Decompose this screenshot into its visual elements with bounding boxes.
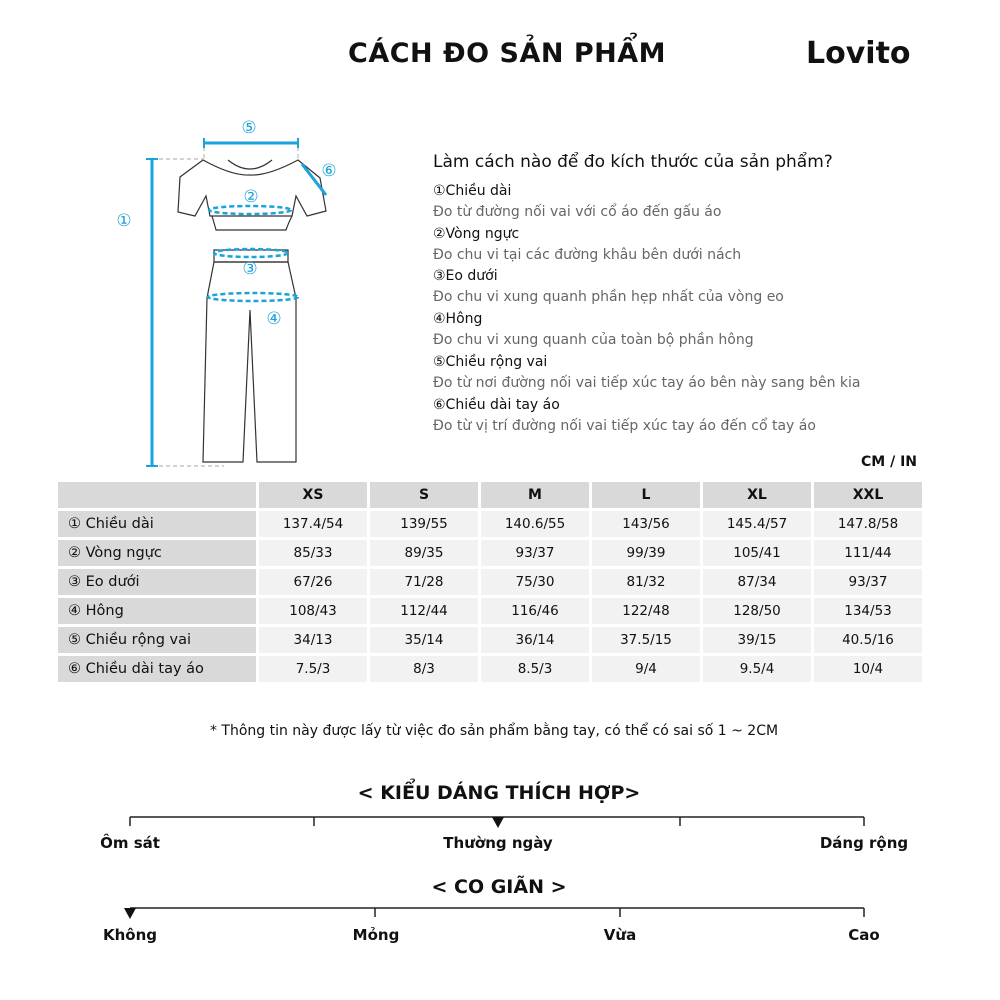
table-cell: 93/37: [481, 540, 589, 566]
table-cell: 8/3: [370, 656, 478, 682]
table-cell: 37.5/15: [592, 627, 700, 653]
size-header: XL: [703, 482, 811, 508]
table-cell: 112/44: [370, 598, 478, 624]
stretch-scale-title: < CO GIÃN >: [431, 876, 567, 898]
table-cell: 75/30: [481, 569, 589, 595]
step-name: ④Hông: [433, 311, 483, 327]
step-name: ③Eo dưới: [433, 268, 498, 284]
measurement-note: * Thông tin này được lấy từ việc đo sản phẩm bằng tay, có thể có sai số 1 ~ 2CM: [209, 723, 779, 739]
step-name: ⑥Chiều dài tay áo: [433, 397, 560, 413]
marker-waist: ③: [242, 259, 258, 279]
fit-label-tight: Ôm sát: [100, 834, 160, 852]
step-desc: Đo chu vi tại các đường khâu bên dưới nách: [433, 247, 742, 263]
table-cell: 81/32: [592, 569, 700, 595]
size-header: XS: [259, 482, 367, 508]
stretch-label-none: Không: [102, 926, 158, 944]
marker-length: ①: [116, 211, 132, 231]
howto-title: Làm cách nào để đo kích thước của sản phẩm?: [433, 152, 833, 172]
size-header: XXL: [814, 482, 922, 508]
row-label: ② Vòng ngực: [58, 540, 256, 566]
table-cell: 137.4/54: [259, 511, 367, 537]
table-cell: 143/56: [592, 511, 700, 537]
table-cell: 145.4/57: [703, 511, 811, 537]
marker-hip: ④: [266, 309, 282, 329]
stretch-label-slight: Mỏng: [352, 926, 400, 944]
fit-label-loose: Dáng rộng: [819, 834, 909, 852]
table-cell: 34/13: [259, 627, 367, 653]
table-cell: 87/34: [703, 569, 811, 595]
table-cell: 9/4: [592, 656, 700, 682]
units-label: CM / IN: [861, 454, 917, 470]
table-cell: 39/15: [703, 627, 811, 653]
fit-label-regular: Thường ngày: [443, 834, 553, 852]
table-cell: 10/4: [814, 656, 922, 682]
table-cell: 7.5/3: [259, 656, 367, 682]
table-cell: 93/37: [814, 569, 922, 595]
fit-scale-title: < KIỂU DÁNG THÍCH HỢP>: [357, 782, 641, 804]
table-cell: 147.8/58: [814, 511, 922, 537]
step-desc: Đo từ vị trí đường nối vai tiếp xúc tay áo đến cổ tay áo: [433, 418, 816, 434]
table-cell: 108/43: [259, 598, 367, 624]
table-cell: 85/33: [259, 540, 367, 566]
table-cell: 105/41: [703, 540, 811, 566]
table-cell: 111/44: [814, 540, 922, 566]
table-cell: 89/35: [370, 540, 478, 566]
fit-indicator-icon: [492, 817, 504, 828]
step-name: ⑤Chiều rộng vai: [433, 354, 548, 370]
marker-bust: ②: [243, 187, 259, 207]
marker-shoulder: ⑤: [241, 118, 257, 138]
size-header: S: [370, 482, 478, 508]
row-label: ① Chiều dài: [58, 511, 256, 537]
step-desc: Đo chu vi xung quanh phần hẹp nhất của vòng eo: [433, 289, 784, 305]
table-cell: 128/50: [703, 598, 811, 624]
table-cell: 140.6/55: [481, 511, 589, 537]
step-name: ①Chiều dài: [433, 183, 512, 199]
row-label: ⑥ Chiều dài tay áo: [58, 656, 256, 682]
table-cell: 139/55: [370, 511, 478, 537]
table-cell: 9.5/4: [703, 656, 811, 682]
stretch-indicator-icon: [124, 908, 136, 919]
table-cell: 8.5/3: [481, 656, 589, 682]
stretch-label-high: Cao: [848, 926, 880, 944]
step-name: ②Vòng ngực: [433, 226, 520, 242]
step-desc: Đo chu vi xung quanh của toàn bộ phần hông: [433, 332, 754, 348]
row-label: ③ Eo dưới: [58, 569, 256, 595]
marker-sleeve: ⑥: [321, 161, 337, 181]
row-label: ④ Hông: [58, 598, 256, 624]
row-label: ⑤ Chiều rộng vai: [58, 627, 256, 653]
table-cell: 36/14: [481, 627, 589, 653]
table-cell: 40.5/16: [814, 627, 922, 653]
table-cell: 99/39: [592, 540, 700, 566]
page-title: CÁCH ĐO SẢN PHẨM: [348, 38, 666, 69]
brand-logo: Lovito: [806, 36, 911, 71]
table-cell: 35/14: [370, 627, 478, 653]
table-cell: 116/46: [481, 598, 589, 624]
table-cell: 67/26: [259, 569, 367, 595]
table-cell: 134/53: [814, 598, 922, 624]
size-header: M: [481, 482, 589, 508]
step-desc: Đo từ đường nối vai với cổ áo đến gấu áo: [433, 204, 722, 220]
step-desc: Đo từ nơi đường nối vai tiếp xúc tay áo bên này sang bên kia: [433, 375, 861, 391]
stretch-label-medium: Vừa: [603, 926, 637, 944]
table-cell: 71/28: [370, 569, 478, 595]
size-header: L: [592, 482, 700, 508]
table-cell: 122/48: [592, 598, 700, 624]
